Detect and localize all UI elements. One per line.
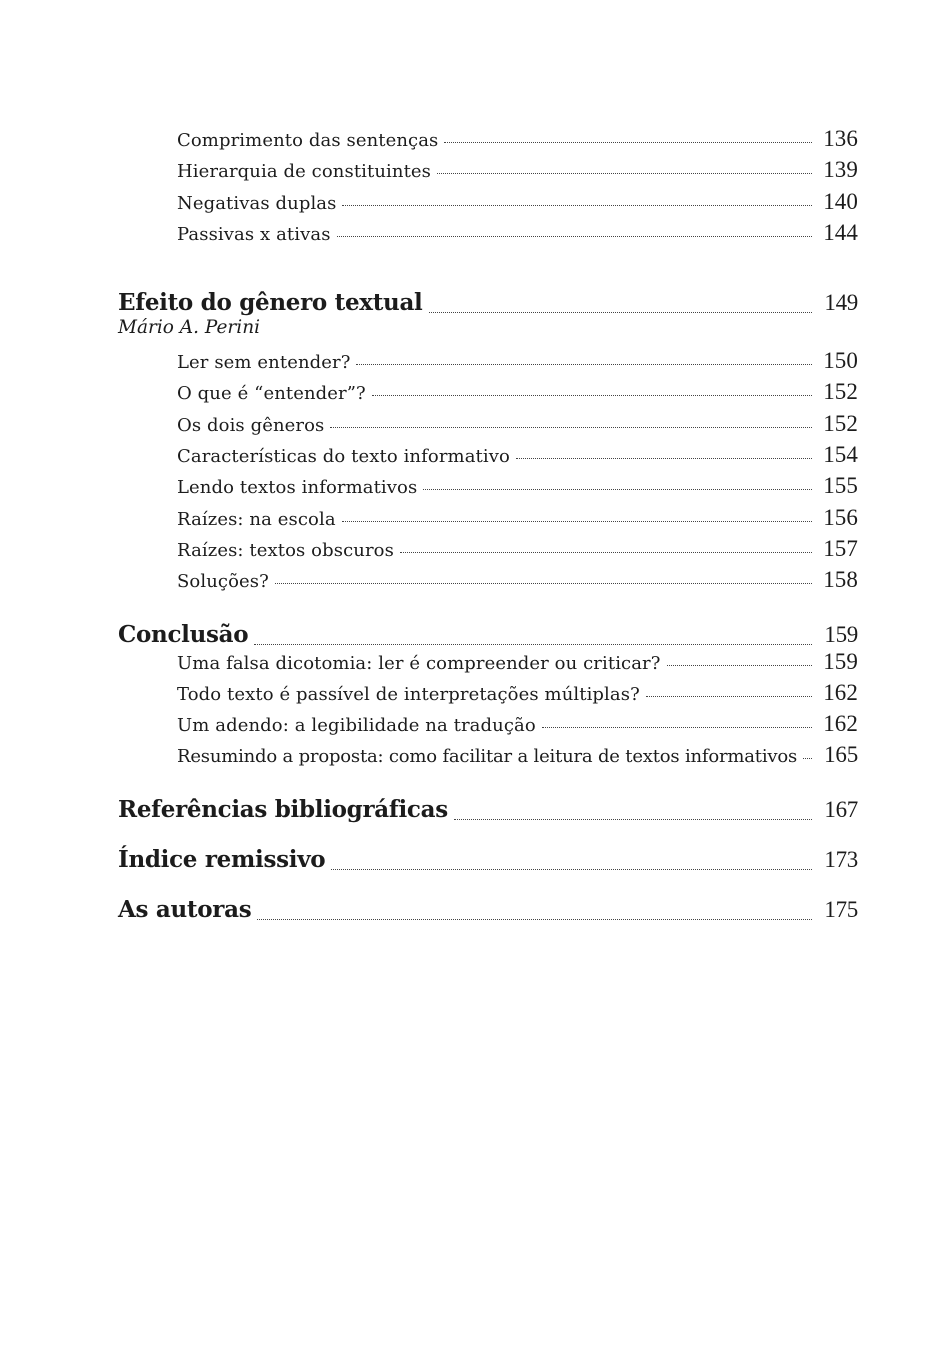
dot-leader xyxy=(330,426,812,428)
toc-subentry xyxy=(118,126,858,157)
dot-leader xyxy=(254,643,812,645)
toc-entry-label: Raízes: textos obscuros xyxy=(177,539,394,561)
toc-subentry xyxy=(118,473,858,504)
toc-entry-label: Uma falsa dicotomia: ler é compreender ou criticar? xyxy=(177,652,661,674)
toc-chapter-title: Efeito do gênero textual xyxy=(118,289,423,317)
toc-page-number: 162 xyxy=(823,679,858,705)
toc-subentry xyxy=(118,505,858,536)
dot-leader xyxy=(342,204,812,206)
toc-entry-label: Ler sem entender? xyxy=(177,352,351,374)
toc-page-number: 144 xyxy=(823,219,858,245)
dot-leader xyxy=(356,363,812,365)
toc-page-number: 152 xyxy=(823,410,858,436)
toc-page-number: 140 xyxy=(823,188,858,214)
toc-entry-label: Passivas x ativas xyxy=(177,223,331,245)
toc-page-number: 152 xyxy=(823,379,858,405)
dot-leader xyxy=(667,664,812,666)
toc-entry-label: Todo texto é passível de interpretações múltiplas? xyxy=(177,683,640,705)
toc-subentry xyxy=(118,411,858,442)
toc-subentry xyxy=(118,536,858,567)
toc-entry-label: Hierarquia de constituintes xyxy=(177,161,432,183)
toc-page-number: 165 xyxy=(824,742,858,768)
toc-entry-label: Resumindo a proposta: como facilitar a leitura de textos informativos xyxy=(177,746,798,768)
toc-entry-label: Características do texto informativo xyxy=(177,446,510,468)
toc-subentry xyxy=(118,711,858,742)
toc-page-number: 167 xyxy=(824,796,858,822)
toc-subentry xyxy=(118,442,858,473)
dot-leader xyxy=(337,235,812,237)
toc-entry-label: O que é “entender”? xyxy=(177,383,366,405)
toc-chapter-title: Conclusão xyxy=(118,620,249,648)
dot-leader xyxy=(646,695,812,697)
toc-chapter-title: Referências bibliográficas xyxy=(118,795,448,823)
toc-entry-label: Lendo textos informativos xyxy=(177,477,418,499)
toc-chapter-title: As autoras xyxy=(118,895,252,923)
dot-leader xyxy=(423,488,812,490)
dot-leader xyxy=(454,818,812,820)
toc-page-number: 162 xyxy=(823,711,858,737)
toc-page-number: 173 xyxy=(824,846,858,872)
toc-page-number: 157 xyxy=(823,535,858,561)
toc-page-number: 175 xyxy=(824,896,858,922)
toc-entry-label: Os dois gêneros xyxy=(177,414,325,436)
toc-chapter-referencias xyxy=(118,774,858,824)
toc-page-number: 139 xyxy=(823,157,858,183)
dot-leader xyxy=(372,394,812,396)
toc-entry-label: Raízes: na escola xyxy=(177,508,336,530)
dot-leader xyxy=(257,918,812,920)
toc-entry-label: Um adendo: a legibilidade na tradução xyxy=(177,715,536,737)
toc-page-number: 159 xyxy=(824,621,858,647)
dot-leader xyxy=(516,457,812,459)
dot-leader xyxy=(400,551,812,553)
dot-leader xyxy=(331,868,812,870)
toc-page-number: 150 xyxy=(823,348,858,374)
toc-page-number: 136 xyxy=(823,126,858,151)
dot-leader xyxy=(444,141,812,143)
toc-chapter-efeito xyxy=(118,267,858,317)
toc-subentry xyxy=(118,567,858,598)
chapter-author: Mário A. Perini xyxy=(118,317,261,339)
dot-leader xyxy=(342,520,812,522)
dot-leader xyxy=(542,726,812,728)
toc-subentry xyxy=(118,348,858,379)
toc-subentry xyxy=(118,189,858,220)
toc-chapter-conclusao xyxy=(118,599,858,649)
dot-leader xyxy=(429,311,813,313)
toc-entry-label: Negativas duplas xyxy=(177,192,337,214)
toc-chapter-autoras xyxy=(118,874,858,924)
toc-subentry xyxy=(118,220,858,251)
toc-subentry xyxy=(118,157,858,188)
dot-leader xyxy=(437,172,812,174)
toc-entry-label: Soluções? xyxy=(177,571,269,593)
toc-subentry xyxy=(118,379,858,410)
toc-page-number: 159 xyxy=(823,648,858,674)
table-of-contents xyxy=(118,126,858,924)
toc-chapter-title: Índice remissivo xyxy=(118,845,326,873)
toc-page-number: 149 xyxy=(824,290,858,316)
toc-page-number: 158 xyxy=(823,567,858,593)
toc-page-number: 155 xyxy=(823,473,858,499)
dot-leader xyxy=(803,757,812,759)
toc-entry-label: Comprimento das sentenças xyxy=(177,130,439,151)
toc-subentry xyxy=(118,649,858,680)
toc-subentry xyxy=(118,742,858,773)
toc-chapter-indice xyxy=(118,824,858,874)
dot-leader xyxy=(275,582,812,584)
toc-page-number: 154 xyxy=(823,442,858,468)
toc-subentry xyxy=(118,680,858,711)
toc-page-number: 156 xyxy=(823,504,858,530)
